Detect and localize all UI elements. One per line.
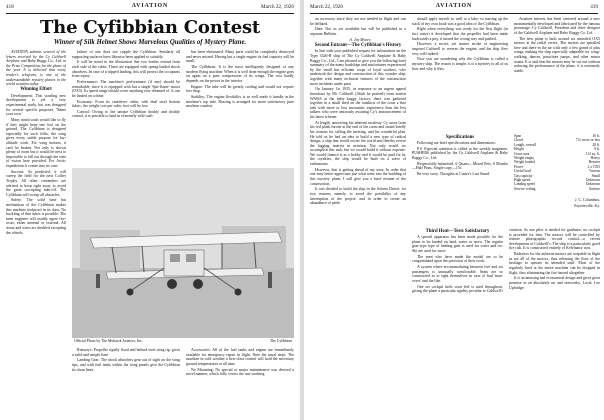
table-cell: Chord [514,138,523,143]
signer-name: J. C. Columbus, [575,198,600,202]
table-cell: Useful load [514,169,531,174]
paragraph: The Cyfibbian: It is the most intelligently designed of any modern flying machine. When it is well done enough the engine goes on again on a pure compression of its wings. The cost hardly depends on the power in the interior. [186,64,294,83]
text-column-3-lower [186,348,294,414]
photo-caption [72,339,294,346]
table-cell: Unknown [585,178,600,183]
paragraph: It was decided to build the ship in the Solaria Desert, for two reasons, namely, to avoid the possibility of any interruption of the project, and in order to create an abundance of pride. [310,187,406,206]
right-page [304,0,604,420]
table-cell: 2 x OX5 [587,164,600,169]
paragraph: Development: This startling new development is yet a very experimental study, but was designed for several specific purposes. 'Name your own.' [6,93,66,117]
paragraph: No Mounting: No special or major maintenance was devised a novel manner, which fully covers the one working. [186,367,294,377]
section-heading: Second Entrant—The Cyfibbian's History [314,42,402,48]
specifications-section [412,134,508,224]
paragraph: Stability: The engine flexibility is as well made it handle in the machine's top side. Bracing is arranged for more satisfactory pure machine comfort. [186,94,294,109]
paragraph: Radiators for the airborne motors are stripable in flight as are all of the motors, thus releasing the floor of the fuselage to operate its intended stuff. Most of the regularly fired at the entire machine can be dropped in flight, thus eliminating the fire hazard altogether. [509,252,600,275]
paragraph: Control: Owing to the unique Cyfibbian doubly and doubly control, it is possible to land in extremely wild craft. [72,109,180,119]
aircraft-photo [72,168,294,338]
running-head [310,3,598,13]
paragraph: Respectfully submitted, 6 Quarts—Mixed Pets, 6 Months—Half Pints, Single copy—15c. [412,161,508,171]
text-column-1 [6,50,66,414]
table-cell: 28 ft. [592,142,600,147]
table-cell: Length, overall [514,142,536,147]
table-cell: Surface [589,186,600,191]
paragraph: A system where accommodating between five and six passengers is unusually comfortable. Seats are so constructed as to right themselves in case of bad 'man-overs' and the like. [412,265,503,283]
text-column-3 [186,50,294,166]
paragraph: In line with your published request for information on the Type 3326-B ship of The Cy Caldwell Airplane & Baby Buggy Co., Ltd., I am pleased to give you the following brief summary of the many hardships and misfortunes experienced by the small but efficient corps of loyal workers, who undertook the design and construction of this wonder ship, together with many technical features of the construction more incidents under pain. [310,49,406,86]
left-page [0,0,300,420]
paragraph: On January 1st 1925, in response to an urgent appeal broadcast by Mr. Caldwell (Allah be praised) from station WAWA at the baby buggy factory, there was gathered together in a small shed on the outskirts of the town a fine task with more or less aeronautic experience than the less talkers who were anxiously awaiting Cy's announcement of his latest scheme. [310,87,406,119]
table-cell: Various [589,169,600,174]
paragraph: A special apparatus has been made possible for the plane to be landed on land, water or snow. The regular gear-type type of landing gear is used for water and ice. Ski are used for snow. [412,235,503,253]
paragraph: Success: As predicted, it will sweep the field for the next Collier Trophy. All other contenders are advised to keep right away to avoid the great corrupting take-off. The Cyfibbian will sweep all obstacles. [6,169,66,197]
paragraph: Performance: The machine's performance (if any) should be remarkable, since it is equipped with but a single 'Spit-flame' motor (OX5). Its speed range should cover anything ever dreamed of. It can be landed on a dime. [72,79,180,98]
header-rule [6,13,294,14]
signer-location: Fayetteville, Ky. [574,203,600,208]
text-column-3 [514,17,600,131]
paragraph: Following are brief specifications and dimensions: [417,141,496,146]
paragraph: One set cockpit fuels soon feel is used throughout, giving the plane a particular rigidity peculiar to Caldwell's creation. As one pilot is needed for guidance, no cockpit is provided for him. The motors will be controlled by remote photographic record control—a recent development of Caldwell's. The ship is a particularly good fire risk. It is constructed entirely of Kelvinator iron. [412,228,600,294]
paragraph: It will be noted in the illustration that two bodies extend from each side of the cabin. These are equipped with spring-loaded shock absorbers. In case of a tripped landing, this will protect the occupants from injury. [72,60,180,79]
table-cell: 16 ft. [592,134,600,138]
running-head [6,3,294,13]
section-heading: Third Heat—Tests Satisfactory [425,228,490,234]
table-cell: 9 ft. [594,147,600,152]
paragraph: Runways: Propeller rigidly fixed and behind each wing tip, gives a solid and simple base. [72,348,180,357]
paragraph: The men who have made the model are to be congratulated upon the precision of their work. [412,254,503,264]
paragraph: has been eliminated. Many parts could be completely destroyed and never missed. Having but a single engine its fuel capacity will be small. [186,50,294,64]
paragraph: Engine: The tube will be greatly cooling and would not require less drag. [186,84,294,94]
issue-date: March 22, 1926 [310,4,343,10]
paragraph: Many timid souls would like to fly if they might keep one foot on the ground. The Cyfibbian is designed especially for such folks, the wing gives every stable purpose for lay-altitude work. For wing motion, it can't be beaten. Not only is shown plenty of room but it would be next to impossible to fall out through the ease of vision here provided. For Arctic expeditions it comes into its own. [6,118,66,168]
table-cell: Weight loaded [514,160,535,165]
section-heading: Specifications [445,134,475,140]
table-cell: Small [591,173,600,178]
table-cell: Unknown [585,182,600,187]
paragraph: Accessories: All of the fuel tanks and engine are immediately available for emergency repair in flight. Note the usual steps. The machine in cold weather a first-class control will hold the necessary ground temperatures at all time. [186,348,294,366]
signature-block [514,198,600,222]
paragraph: Safety: The solid base but mechanism of the Cyfibbian makes this machine foolproof in its class. No buckling of thin tubes is possible. The keen engineer will readily agree fire-roses, either internal or external. All struts and wires are doubled excepting the wheels. [6,198,66,235]
paragraph: Date: Not as yet available but will be published in a separate Bulletin. [310,27,406,36]
article-subtitle: Winner of Silk Helmet Shows Marvelous Qualities of Mystery Plane. [53,39,247,46]
table-cell: Span [514,134,522,138]
header-rule [310,13,598,14]
table-cell: Power [514,164,524,169]
text-column-1 [310,17,406,415]
paragraph: Now you are wondering why the Cyfibbian is called a mystery ship. The reason is simple; it is a mystery to all of us how and why it flies. [412,57,508,71]
table-cell: Height [514,147,524,152]
table-cell: Service ceiling [514,186,536,191]
table-cell: High speed [514,178,531,183]
issue-date: March 22, 1926 [261,4,294,10]
intro-paragraph: AVIATION submits several of the letters received by the Cy Caldwell Airplane and Baby Buggy Co., Ltd. in the Prize Competition for the plane of the year. It is believed that every reader's telegram, is one of the understandable mystery planes in the world aviation today. [6,50,66,87]
paragraph: Right when everything was ready for the first flight (in fact water) it developed that the propeller had been made backwards a pity, it turned the wrong way and pushed. [412,27,508,41]
table-cell: Landing speed [514,182,536,187]
text-column-2 [72,50,180,166]
paragraph: The new plane is built around six unsealed OX5 motors at the radial vertex. The motors are spiralled here and there in the air with only a few grand of plus wings, making the ship especially adaptable for wing-walking, dances, parachute jumps, and other minor stunts. It is said that the motors may be cut out without reducing the performance of the plane, it is extremely stable. [514,36,600,73]
paragraph: However, a secret, yet master stroke of engineering inspired Caldwell to reverse the engine, and the ship flew very well indeed. [412,42,508,56]
paragraph: P.S. Especial attention is called to the weekly magazine, PUSHERS published by the Cy Caldwell Airplane & Baby Buggy Co., Ltd. [412,146,508,161]
specifications-table [514,134,600,191]
magazine-name: AVIATION [435,3,473,9]
table-cell: Heavy [590,156,600,161]
table-cell: 7 ft. more or less [575,138,600,143]
paragraph: Be very sorry. Thoughts at Caster's Last Stand. [417,172,490,177]
text-column-2-lower [72,348,180,414]
section-heading: Winning Effort [20,87,52,93]
text-column-2 [412,17,508,133]
paragraph: Aviation interest has been centered around a new monumentally developed and fabricated by the famous personage, Cy Caldwell, President and chief designer of the Caldwell Airplane and Baby Buggy Co. Ltd. [514,17,600,35]
photo-title: The Cyfibbian [269,339,292,343]
cyfibbian-aircraft-illustration [72,168,294,338]
table-cell: 112 sq. ft. [585,151,600,156]
byline: A. Jay Moore. [349,37,372,42]
paragraph: failure of one does not cripple the Cyfibbian. Similarly all supporting surfaces have likewise been applied to suitably. [72,50,180,59]
table-cell: Heavier [588,160,600,165]
third-heat-section [412,228,600,414]
table-cell: Weight empty [514,156,535,161]
magazine-name: AVIATION [131,3,169,9]
table-cell: Gross area [514,151,530,156]
article-title: The Cyfibbian Contest [39,17,261,38]
table-row [514,187,600,191]
paragraph: Landing Gear: The shock absorbers gear out of sight on the wing tips, and with fuel tanks within the wing panels give the Cyfibbian its clean lines. [72,358,180,372]
paragraph: At length, answering his inherent modesty, Cy arose from his red plush throne at the end of the room and stated briefly his reasons for calling the meeting, and his wonderful plan. He told us he had an idea to build a new type of radical design; a ship that would excite the world and thereby revive the lagging interest in aviation. Not only would we accomplish this task, but we would build it without expense. We would finance it as a hobby and it would be paid for by the royalties, the ship would be built on a wave of enthusiasm. [310,120,406,167]
paragraph: an accessory since they are not needed in flight and can be deflated. [310,17,406,26]
paragraph: Economy: From its cantilever cabin, with dual steel bottom fabric, the weight cost per cubic foot will be low. [72,99,180,109]
page-number: 419 [590,4,598,10]
table-cell: Gas capacity [514,173,533,178]
paragraph: It is an amusing and economical design and gives great promise as an absolutely air and seaworthy. Local, Lee Upbridge. [509,276,600,290]
photo-credit: Official Photo by The Mohawk Aviators, Inc. [74,339,143,343]
page-number: 418 [6,4,14,10]
paragraph: However, that is getting ahead of my story. In order that one may better appreciate just what went into the building of this mystery plane, I will give you a brief resume of the construction. [310,167,406,186]
paragraph: should apply myself so well to a lake; so starting up the stack of my own book was a good idea of the Cyfibbian. [412,17,508,26]
